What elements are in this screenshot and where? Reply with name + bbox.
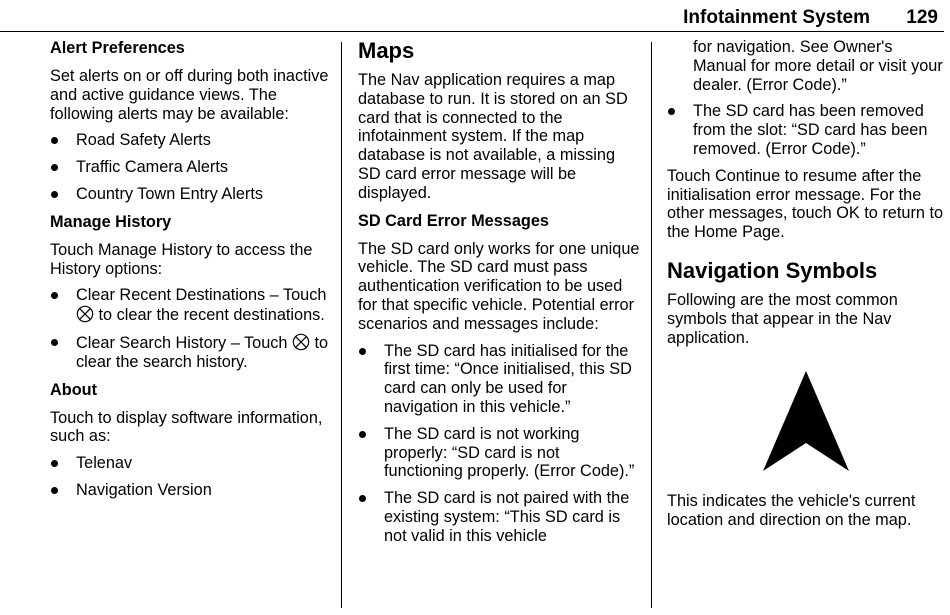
sd-card-errors-heading: SD Card Error Messages: [358, 211, 549, 230]
navigation-symbols-text: Following are the most common symbols that appear in the Nav application.: [667, 290, 898, 347]
history-item-text: to clear the recent destinations.: [98, 306, 325, 325]
column-middle: [358, 38, 640, 554]
clear-icon: [292, 333, 310, 351]
sd-card-text: The SD card only works for one unique vehicle. The SD card must pass authentication verification to be used for that specific vehicle. Potential error scenarios and messages include:: [358, 239, 640, 333]
list-item: Traffic Camera Alerts: [50, 158, 332, 177]
column-divider: [341, 42, 342, 608]
section-title: Infotainment System: [683, 7, 870, 28]
alert-list: [50, 131, 332, 203]
symbol-caption: This indicates the vehicle's current location and direction on the map.: [667, 492, 916, 529]
about-text: Touch to display software information, such as:: [50, 408, 323, 446]
about-list: [50, 454, 332, 500]
column-left: [50, 38, 332, 508]
column-right: [667, 38, 945, 538]
list-item: Road Safety Alerts: [50, 131, 332, 150]
navigation-symbols-heading: Navigation Symbols: [667, 257, 878, 283]
history-list: [50, 286, 332, 371]
clear-icon: [76, 305, 94, 323]
history-item-text: Clear Search History – Touch: [76, 333, 288, 352]
list-item: The SD card is not paired with the existing system: “This SD card is not valid in this vehicle: [358, 489, 640, 545]
maps-heading: Maps: [358, 38, 415, 63]
vehicle-location-arrow-icon: [761, 369, 851, 473]
list-item: The SD card is not working properly: “SD card is not functioning properly. (Error Code).”: [358, 425, 640, 481]
list-item: [50, 286, 332, 325]
list-item: [50, 333, 332, 372]
list-item: Telenav: [50, 454, 332, 473]
alert-preferences-heading: Alert Preferences: [50, 39, 185, 57]
column-divider: [651, 42, 652, 608]
alert-preferences-text: Set alerts on or off during both inactive and active guidance views. The following alerts may be available:: [50, 67, 329, 123]
page-number: 129: [906, 7, 938, 28]
continue-text: Touch Continue to resume after the initialisation error message. For the other messages, touch OK to return to the Home Page.: [667, 166, 944, 242]
error-list-continued: [667, 38, 945, 159]
list-item: Country Town Entry Alerts: [50, 185, 332, 204]
list-item: The SD card has been removed from the slot: “SD card has been removed. (Error Code).”: [667, 102, 945, 158]
error-list: [358, 342, 640, 546]
manage-history-heading: Manage History: [50, 212, 172, 231]
list-item-continued: for navigation. See Owner's Manual for more detail or visit your dealer. (Error Code).”: [693, 38, 943, 94]
vehicle-arrow-figure: [667, 369, 945, 478]
history-item-text: Clear Recent Destinations – Touch: [76, 286, 327, 305]
page-header: [0, 0, 944, 32]
manage-history-text: Touch Manage History to access the History options:: [50, 240, 313, 278]
maps-text: The Nav application requires a map database to run. It is stored on an SD card that is connected to the infotainment system. If the map database is not available, a missing SD card error message will be displayed.: [358, 71, 628, 202]
history-item-text: to clear the search history.: [76, 333, 329, 371]
list-item: Navigation Version: [50, 481, 332, 500]
about-heading: About: [50, 380, 98, 399]
list-item: The SD card has initialised for the first time: “Once initialised, this SD card can only be used for navigation in this vehicle.”: [358, 342, 640, 417]
